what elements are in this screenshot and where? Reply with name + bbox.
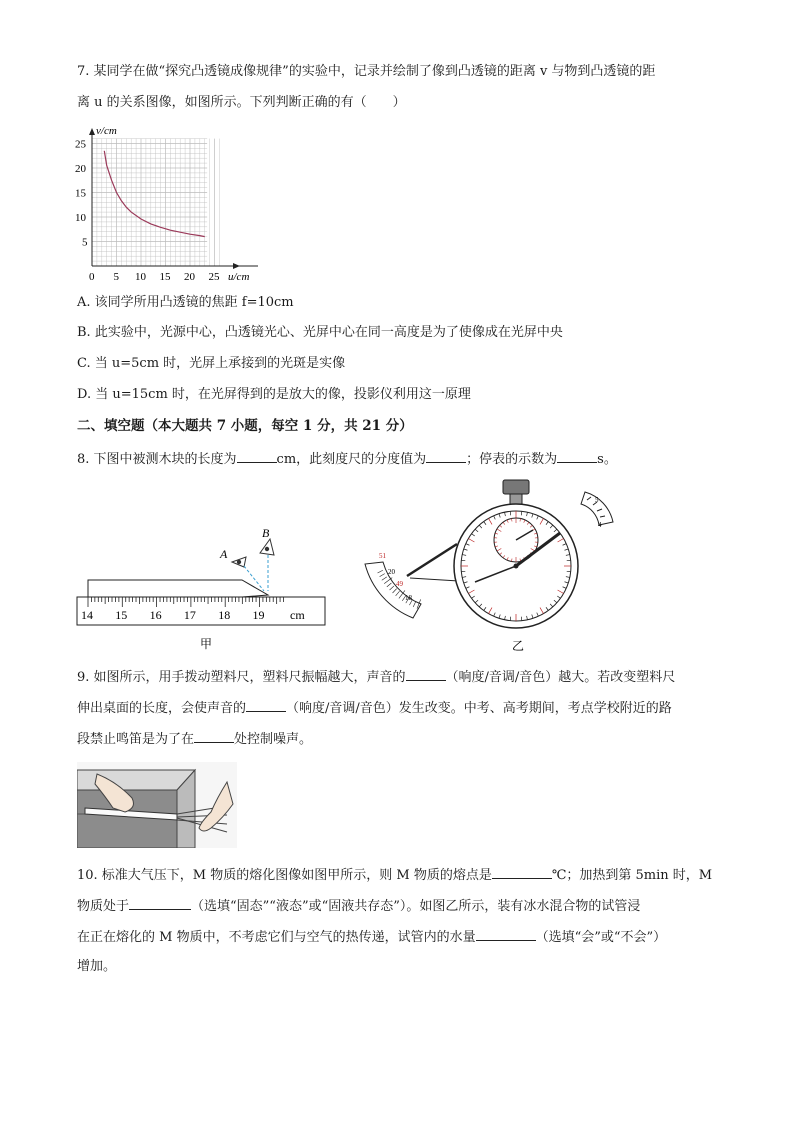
label-b: B bbox=[262, 526, 270, 540]
arc-label-51: 51 bbox=[379, 552, 386, 560]
q10-text-2a: 物质处于 bbox=[77, 899, 130, 914]
q7-option-d[interactable]: D. 当 u=15cm 时，在光屏得到的是放大的像，投影仪利用这一原理 bbox=[77, 387, 471, 402]
stopwatch-crown bbox=[503, 480, 529, 494]
q8-text-2: cm，此刻度尺的分度值为 bbox=[276, 452, 427, 467]
ruler-tick-label: 17 bbox=[183, 608, 196, 622]
q8-blank-length[interactable] bbox=[237, 448, 277, 463]
ruler-pluck-figure bbox=[77, 762, 237, 848]
y-tick-label: 15 bbox=[75, 187, 86, 200]
arc-label-18: 18 bbox=[405, 594, 412, 602]
q9-text-1a: 9. 如图所示，用手拨动塑料尺，塑料尺振幅越大，声音的 bbox=[77, 670, 406, 685]
q10-text-3a: 在正在熔化的 M 物质中，不考虑它们与空气的热传递，试管内的水量 bbox=[77, 930, 476, 945]
ruler-figure bbox=[74, 525, 330, 655]
q9-line2 bbox=[77, 697, 672, 719]
arc-label-20: 20 bbox=[388, 568, 395, 576]
q8-blank-stopwatch[interactable] bbox=[557, 448, 597, 463]
ruler-tick-label: 15 bbox=[115, 608, 128, 622]
q9-text-3a: 段禁止鸣笛是为了在 bbox=[77, 732, 195, 747]
x-tick-label: 5 bbox=[113, 271, 119, 283]
caption-yi: 乙 bbox=[512, 639, 525, 653]
zoom-label-4: 4 bbox=[598, 521, 602, 529]
q9-line1 bbox=[77, 666, 675, 688]
graph-grid bbox=[92, 139, 219, 266]
magnified-arc-right bbox=[581, 492, 613, 529]
q7-stem-line1: 7. 某同学在做“探究凸透镜成像规律”的实验中，记录并绘制了像到凸透镜的距离 v 与物到凸透镜的距 bbox=[77, 64, 656, 79]
pointer-line-left bbox=[407, 544, 457, 576]
magnified-arc-left bbox=[365, 552, 421, 618]
q10-blank-2[interactable] bbox=[129, 895, 191, 910]
x-tick-label: 15 bbox=[159, 271, 171, 283]
q7-option-a[interactable]: A. 该同学所用凸透镜的焦距 f=10cm bbox=[77, 295, 294, 310]
zoom-label-5: 5 bbox=[595, 496, 599, 504]
caption-jia: 甲 bbox=[200, 637, 213, 651]
q9-blank-2[interactable] bbox=[246, 697, 286, 712]
ruler-tick-label: 14 bbox=[81, 608, 93, 622]
ruler-unit: cm bbox=[290, 608, 305, 622]
q8-blank-division[interactable] bbox=[426, 448, 466, 463]
y-tick-label: 10 bbox=[75, 212, 86, 224]
q9-text-2a: 伸出桌面的长度，会使声音的 bbox=[77, 701, 247, 716]
wood-block bbox=[88, 580, 268, 597]
y-tick-label: 25 bbox=[75, 138, 86, 151]
stopwatch-stem bbox=[510, 494, 522, 504]
q10-text-1b: ℃；加热到第 5min 时，M bbox=[551, 868, 713, 883]
q9-blank-3[interactable] bbox=[194, 728, 234, 743]
q9-text-3b: 处控制噪声。 bbox=[234, 732, 313, 747]
stopwatch-figure bbox=[355, 478, 625, 658]
section-title: 二、填空题（本大题共 7 小题，每空 1 分，共 21 分） bbox=[77, 418, 413, 434]
graph-axes bbox=[89, 128, 258, 269]
x-tick-label: 25 bbox=[208, 271, 220, 283]
q9-text-1b: （响度/音调/音色）越大。若改变塑料尺 bbox=[445, 670, 676, 685]
x-tick-label: 0 bbox=[89, 271, 95, 283]
x-tick-label: 10 bbox=[135, 271, 146, 283]
q8-text-4: s。 bbox=[597, 452, 617, 467]
ruler-tick-label: 19 bbox=[252, 608, 265, 622]
arc-label-49: 49 bbox=[396, 580, 403, 588]
q7-stem-line2: 离 u 的关系图像，如图所示。下列判断正确的有（ ） bbox=[77, 95, 406, 110]
v-u-curve bbox=[104, 151, 204, 237]
ruler-tick-label: 18 bbox=[218, 608, 231, 622]
eye-a-icon bbox=[232, 557, 246, 567]
q9-text-2b: （响度/音调/音色）发生改变。中考、高考期间，考点学校附近的路 bbox=[286, 701, 672, 716]
v-u-graph bbox=[70, 120, 270, 285]
q10-line1 bbox=[77, 864, 712, 886]
q8-text-1: 8. 下图中被测木块的长度为 bbox=[77, 452, 237, 467]
q7-option-b[interactable]: B. 此实验中，光源中心，凸透镜光心、光屏中心在同一高度是为了使像成在光屏中央 bbox=[77, 325, 563, 340]
q10-line4: 增加。 bbox=[77, 959, 117, 974]
y-tick-label: 5 bbox=[82, 236, 88, 249]
q9-blank-1[interactable] bbox=[406, 666, 446, 681]
x-tick-label: 20 bbox=[184, 271, 195, 283]
q9-line3 bbox=[77, 728, 312, 750]
dial-center bbox=[514, 564, 519, 569]
q10-text-3b: （选填“会”或“不会”） bbox=[535, 930, 667, 945]
q8-text-3: ；停表的示数为 bbox=[466, 452, 558, 467]
q10-line3 bbox=[77, 926, 666, 948]
x-axis-label: u/cm bbox=[228, 271, 250, 283]
table-top bbox=[77, 770, 195, 790]
ruler-tick-label: 16 bbox=[149, 608, 162, 622]
q10-blank-3[interactable] bbox=[476, 926, 536, 941]
q7-option-c[interactable]: C. 当 u=5cm 时，光屏上承接到的光斑是实像 bbox=[77, 356, 346, 371]
y-tick-label: 20 bbox=[75, 163, 86, 175]
q10-text-2b: （选填“固态”“液态”或“固液共存态”）。如图乙所示，装有冰水混合物的试管浸 bbox=[191, 899, 641, 914]
eye-b-icon bbox=[260, 539, 274, 555]
label-a: A bbox=[220, 547, 228, 561]
q8-stem bbox=[77, 448, 617, 470]
q10-text-1a: 10. 标准大气压下，M 物质的熔化图像如图甲所示，则 M 物质的熔点是 bbox=[77, 868, 492, 883]
y-axis-label: v/cm bbox=[96, 125, 117, 137]
q10-blank-1[interactable] bbox=[492, 864, 552, 879]
q10-line2 bbox=[77, 895, 640, 917]
